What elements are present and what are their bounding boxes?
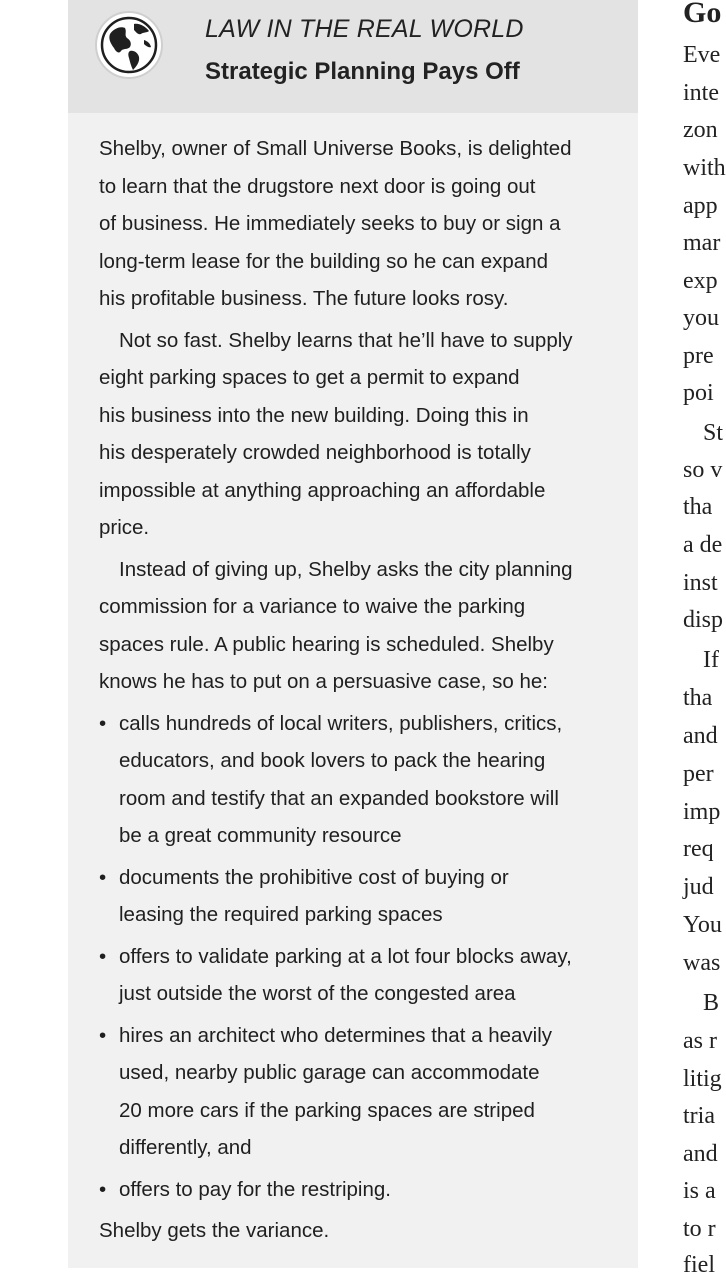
text-line: impossible at anything approaching an affordable bbox=[99, 478, 546, 502]
text-line: knows he has to put on a persuasive case, so he: bbox=[99, 670, 548, 693]
column-text-line: tha bbox=[683, 685, 713, 711]
sidebar-body bbox=[99, 130, 624, 1254]
text-line: of business. He immediately seeks to buy or sign a bbox=[99, 212, 561, 235]
column-text-line: and bbox=[683, 723, 718, 749]
column-text-line: tha bbox=[683, 494, 713, 520]
column-text-line: as r bbox=[683, 1028, 717, 1054]
sidebar-header bbox=[68, 0, 638, 113]
column-text-line: req bbox=[683, 836, 714, 862]
text-line: 20 more cars if the parking spaces are striped bbox=[119, 1098, 535, 1122]
text-line: • hires an architect who determines that a heavily bbox=[119, 1023, 553, 1047]
column-text-line: zon bbox=[683, 117, 718, 143]
text-line: room and testify that an expanded bookstore will bbox=[119, 786, 559, 810]
globe-icon bbox=[94, 10, 164, 80]
adjacent-column bbox=[683, 0, 726, 1280]
text-line: his business into the new building. Doing this in bbox=[99, 403, 529, 427]
action-list bbox=[99, 705, 624, 1209]
column-text-line: poi bbox=[683, 380, 714, 406]
column-text-line: and bbox=[683, 1141, 718, 1167]
column-text-line: to r bbox=[683, 1216, 716, 1242]
text-line: his profitable business. The future looks rosy. bbox=[99, 287, 509, 310]
column-text-line: disp bbox=[683, 607, 724, 633]
paragraph-1 bbox=[99, 130, 624, 318]
text-line: his desperately crowded neighborhood is totally bbox=[99, 441, 531, 464]
sidebar-box bbox=[68, 0, 638, 1268]
list-item bbox=[99, 705, 624, 855]
text-line: • calls hundreds of local writers, publishers, critics, bbox=[119, 711, 563, 735]
column-text-line: app bbox=[683, 193, 718, 219]
column-text-line: St bbox=[703, 420, 724, 446]
column-text-line: you bbox=[683, 305, 719, 331]
column-text-line: B bbox=[703, 990, 720, 1016]
column-text-line: jud bbox=[683, 874, 714, 900]
list-item bbox=[99, 859, 624, 934]
column-text-line: tria bbox=[683, 1103, 715, 1129]
text-line: differently, and bbox=[119, 1136, 252, 1159]
column-text-line: litig bbox=[683, 1066, 722, 1092]
text-line: Not so fast. Shelby learns that he’ll have to supply bbox=[119, 328, 573, 352]
text-line: • documents the prohibitive cost of buying or bbox=[119, 865, 509, 889]
closing-line bbox=[99, 1212, 624, 1250]
column-text-line: imp bbox=[683, 799, 721, 825]
sidebar-kicker: LAW IN THE REAL WORLD bbox=[205, 15, 524, 43]
column-text-line: inte bbox=[683, 80, 719, 106]
column-text-line: fiel bbox=[683, 1252, 715, 1278]
text-line: commission for a variance to waive the parking bbox=[99, 595, 526, 618]
text-line: • offers to validate parking at a lot four blocks away, bbox=[119, 944, 572, 968]
text-line: • offers to pay for the restriping. bbox=[119, 1177, 391, 1201]
paragraph-2 bbox=[99, 322, 624, 547]
text-line: spaces rule. A public hearing is scheduled. Shelby bbox=[99, 632, 554, 656]
column-text-line: If bbox=[703, 647, 719, 673]
list-item bbox=[99, 1017, 624, 1167]
column-text-line: was bbox=[683, 950, 721, 976]
column-text-line: per bbox=[683, 761, 714, 787]
column-text-line: a de bbox=[683, 532, 723, 558]
text-line: just outside the worst of the congested area bbox=[119, 982, 516, 1005]
text-line: be a great community resource bbox=[119, 824, 402, 847]
text-line: price. bbox=[99, 516, 150, 539]
column-heading: Go bbox=[683, 0, 722, 29]
column-text-line: inst bbox=[683, 570, 718, 596]
text-line: leasing the required parking spaces bbox=[119, 903, 443, 926]
column-text-line: You bbox=[683, 912, 722, 938]
text-line: educators, and book lovers to pack the hearing bbox=[119, 749, 546, 772]
text-line: Instead of giving up, Shelby asks the city planning bbox=[119, 557, 573, 581]
column-text-line: mar bbox=[683, 230, 721, 256]
paragraph-3 bbox=[99, 551, 624, 701]
text-line: Shelby gets the variance. bbox=[99, 1219, 330, 1242]
text-line: used, nearby public garage can accommodate bbox=[119, 1061, 540, 1084]
list-item bbox=[99, 938, 624, 1013]
column-text-line: pre bbox=[683, 343, 714, 369]
list-item bbox=[99, 1171, 624, 1209]
sidebar-title: Strategic Planning Pays Off bbox=[205, 58, 520, 85]
column-text-line: with bbox=[683, 155, 726, 181]
column-text-line: so v bbox=[683, 457, 723, 483]
column-text-line: is a bbox=[683, 1178, 716, 1204]
text-line: Shelby, owner of Small Universe Books, is delighted bbox=[99, 137, 572, 160]
text-line: to learn that the drugstore next door is going out bbox=[99, 174, 536, 198]
text-line: eight parking spaces to get a permit to expand bbox=[99, 366, 520, 389]
column-text-line: Eve bbox=[683, 42, 721, 68]
text-line: long-term lease for the building so he can expand bbox=[99, 249, 549, 273]
column-text-line: exp bbox=[683, 268, 718, 294]
